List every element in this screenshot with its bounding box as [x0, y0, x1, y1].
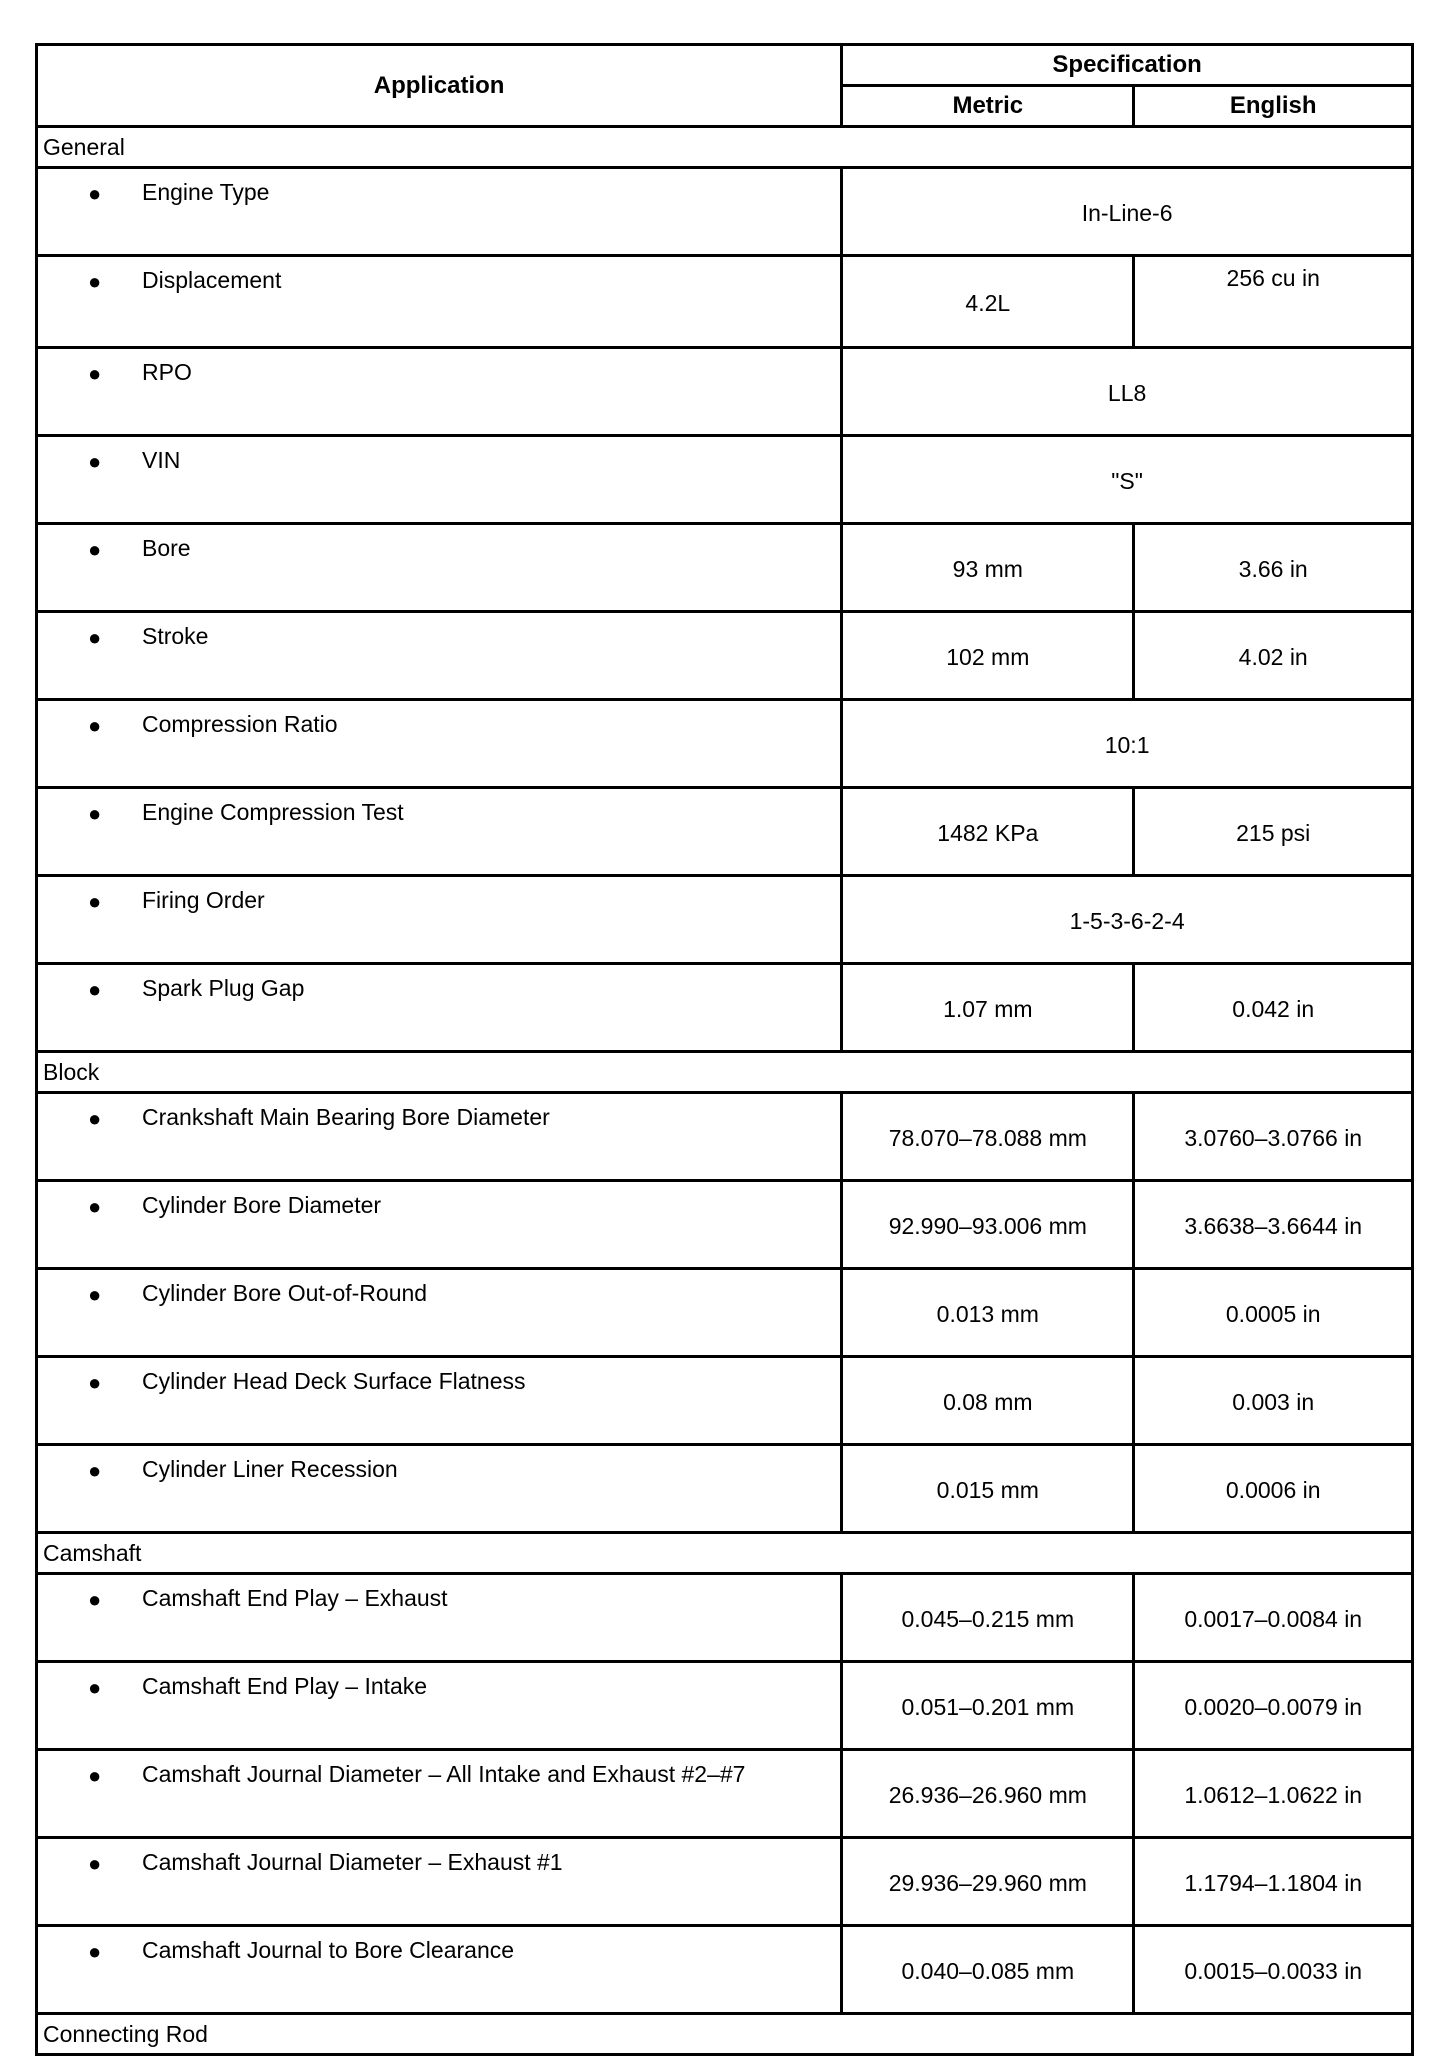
bullet-icon: ●: [88, 1763, 102, 1788]
application-cell: [37, 436, 842, 524]
english-value: 1.1794–1.1804 in: [1134, 1838, 1413, 1926]
metric-value: 93 mm: [842, 524, 1134, 612]
table-row: [37, 524, 1413, 612]
metric-value: 0.015 mm: [842, 1445, 1134, 1533]
application-cell: [37, 348, 842, 436]
english-value: 0.003 in: [1134, 1357, 1413, 1445]
application-label: Cylinder Head Deck Surface Flatness: [142, 1368, 526, 1394]
metric-value: 1.07 mm: [842, 964, 1134, 1052]
table-row: [37, 1750, 1413, 1838]
application-label: Compression Ratio: [142, 711, 338, 737]
application-label: Displacement: [142, 267, 282, 293]
application-cell: [37, 1750, 842, 1838]
english-value: 3.0760–3.0766 in: [1134, 1093, 1413, 1181]
application-cell: [37, 876, 842, 964]
metric-value: 29.936–29.960 mm: [842, 1838, 1134, 1926]
application-cell: [37, 1445, 842, 1533]
application-label: Engine Type: [142, 179, 270, 205]
application-cell: [37, 524, 842, 612]
bullet-icon: ●: [88, 1106, 102, 1131]
table-row: [37, 1357, 1413, 1445]
application-label: Crankshaft Main Bearing Bore Diameter: [142, 1104, 550, 1130]
metric-value: 92.990–93.006 mm: [842, 1181, 1134, 1269]
application-cell: [37, 256, 842, 348]
english-value: 4.02 in: [1134, 612, 1413, 700]
bullet-icon: ●: [88, 625, 102, 650]
section-header-row: [37, 127, 1413, 168]
table-row: [37, 1093, 1413, 1181]
application-cell: [37, 168, 842, 256]
application-label: Firing Order: [142, 887, 265, 913]
bullet-icon: ●: [88, 977, 102, 1002]
bullet-icon: ●: [88, 537, 102, 562]
application-label: RPO: [142, 359, 192, 385]
bullet-icon: ●: [88, 181, 102, 206]
application-label: Camshaft End Play – Intake: [142, 1673, 428, 1699]
application-cell: [37, 1926, 842, 2014]
application-cell: [37, 1093, 842, 1181]
english-value: 0.0015–0.0033 in: [1134, 1926, 1413, 2014]
application-label: Bore: [142, 535, 191, 561]
header-metric: Metric: [842, 86, 1134, 127]
table-row: [37, 612, 1413, 700]
bullet-icon: ●: [88, 361, 102, 386]
english-value: 0.0017–0.0084 in: [1134, 1574, 1413, 1662]
section-title: Block: [37, 1052, 1413, 1093]
table-row: [37, 168, 1413, 256]
metric-value: 0.013 mm: [842, 1269, 1134, 1357]
application-cell: [37, 1662, 842, 1750]
table-row: [37, 1181, 1413, 1269]
application-label: Camshaft End Play – Exhaust: [142, 1585, 448, 1611]
bullet-icon: ●: [88, 1939, 102, 1964]
application-label: Cylinder Bore Out-of-Round: [142, 1280, 428, 1306]
section-title: General: [37, 127, 1413, 168]
header-application: Application: [37, 45, 842, 127]
section-title: Camshaft: [37, 1533, 1413, 1574]
application-label: Cylinder Bore Diameter: [142, 1192, 382, 1218]
metric-value: 0.08 mm: [842, 1357, 1134, 1445]
application-label: Spark Plug Gap: [142, 975, 305, 1001]
bullet-icon: ●: [88, 1587, 102, 1612]
application-cell: [37, 1357, 842, 1445]
application-cell: [37, 788, 842, 876]
application-label: Camshaft Journal to Bore Clearance: [142, 1937, 515, 1963]
metric-value: 26.936–26.960 mm: [842, 1750, 1134, 1838]
application-label: Camshaft Journal Diameter – Exhaust #1: [142, 1849, 563, 1875]
engine-spec-table: [35, 43, 1414, 2056]
application-cell: [37, 1269, 842, 1357]
table-row: [37, 436, 1413, 524]
section-header-row: [37, 1052, 1413, 1093]
table-body: [37, 127, 1413, 2055]
spec-value-merged: 10:1: [842, 700, 1413, 788]
spec-value-merged: 1-5-3-6-2-4: [842, 876, 1413, 964]
section-header-row: [37, 1533, 1413, 1574]
bullet-icon: ●: [88, 1458, 102, 1483]
english-value: 0.0020–0.0079 in: [1134, 1662, 1413, 1750]
table-row: [37, 876, 1413, 964]
application-cell: [37, 964, 842, 1052]
table-row: [37, 1269, 1413, 1357]
table-row: [37, 1445, 1413, 1533]
metric-value: 102 mm: [842, 612, 1134, 700]
table-row: [37, 700, 1413, 788]
bullet-icon: ●: [88, 801, 102, 826]
table-row: [37, 1926, 1413, 2014]
metric-value: 0.051–0.201 mm: [842, 1662, 1134, 1750]
application-cell: [37, 1181, 842, 1269]
bullet-icon: ●: [88, 1370, 102, 1395]
english-value: 0.0006 in: [1134, 1445, 1413, 1533]
table-row: [37, 256, 1413, 348]
application-label: Cylinder Liner Recession: [142, 1456, 398, 1482]
bullet-icon: ●: [88, 449, 102, 474]
bullet-icon: ●: [88, 1851, 102, 1876]
bullet-icon: ●: [88, 713, 102, 738]
header-english: English: [1134, 86, 1413, 127]
metric-value: 0.045–0.215 mm: [842, 1574, 1134, 1662]
english-value: 1.0612–1.0622 in: [1134, 1750, 1413, 1838]
english-value: 3.66 in: [1134, 524, 1413, 612]
section-title: Connecting Rod: [37, 2014, 1413, 2055]
english-value: 0.042 in: [1134, 964, 1413, 1052]
header-specification: Specification: [842, 45, 1413, 86]
english-value: 0.0005 in: [1134, 1269, 1413, 1357]
application-label: VIN: [142, 447, 181, 473]
application-label: Stroke: [142, 623, 209, 649]
application-label: Camshaft Journal Diameter – All Intake and Exhaust #2–#7: [142, 1761, 746, 1787]
bullet-icon: ●: [88, 269, 102, 294]
spec-value-merged: In-Line-6: [842, 168, 1413, 256]
table-row: [37, 788, 1413, 876]
metric-value: 4.2L: [842, 256, 1134, 348]
spec-value-merged: "S": [842, 436, 1413, 524]
table-header: [37, 45, 1413, 127]
table-row: [37, 1838, 1413, 1926]
application-cell: [37, 700, 842, 788]
table-row: [37, 964, 1413, 1052]
metric-value: 78.070–78.088 mm: [842, 1093, 1134, 1181]
bullet-icon: ●: [88, 1675, 102, 1700]
application-label: Engine Compression Test: [142, 799, 404, 825]
bullet-icon: ●: [88, 1194, 102, 1219]
english-value: 256 cu in: [1134, 256, 1413, 348]
bullet-icon: ●: [88, 1282, 102, 1307]
section-header-row: [37, 2014, 1413, 2055]
bullet-icon: ●: [88, 889, 102, 914]
spec-value-merged: LL8: [842, 348, 1413, 436]
metric-value: 1482 KPa: [842, 788, 1134, 876]
english-value: 215 psi: [1134, 788, 1413, 876]
application-cell: [37, 1838, 842, 1926]
application-cell: [37, 1574, 842, 1662]
table-row: [37, 1662, 1413, 1750]
table-row: [37, 348, 1413, 436]
metric-value: 0.040–0.085 mm: [842, 1926, 1134, 2014]
english-value: 3.6638–3.6644 in: [1134, 1181, 1413, 1269]
application-cell: [37, 612, 842, 700]
table-row: [37, 1574, 1413, 1662]
